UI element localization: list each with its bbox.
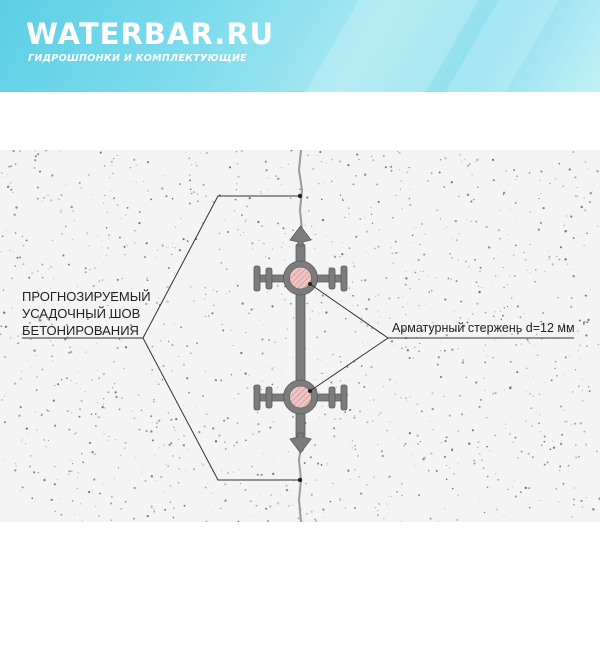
rebar-upper bbox=[290, 267, 312, 289]
joint-leader-dot-top bbox=[298, 194, 302, 198]
header-banner bbox=[0, 0, 600, 92]
rebar-leader-dot-top bbox=[308, 282, 312, 286]
rebar-leader-dot-bottom bbox=[308, 389, 312, 393]
site-tagline: ГИДРОШПОНКИ И КОМПЛЕКТУЮЩИЕ bbox=[28, 53, 247, 64]
joint-label-line: ПРОГНОЗИРУЕМЫЙ bbox=[22, 289, 151, 304]
joint-leader-dot-bottom bbox=[298, 478, 302, 482]
site-logo[interactable]: WATERBAR.RU bbox=[26, 17, 275, 51]
rebar-lower bbox=[290, 386, 312, 408]
rebar-label: Арматурный стержень d=12 мм bbox=[392, 321, 575, 335]
joint-label-line: УСАДОЧНЫЙ ШОВ bbox=[22, 306, 141, 321]
joint-label-line: БЕТОНИРОВАНИЯ bbox=[22, 323, 139, 338]
joint-label bbox=[22, 288, 172, 339]
